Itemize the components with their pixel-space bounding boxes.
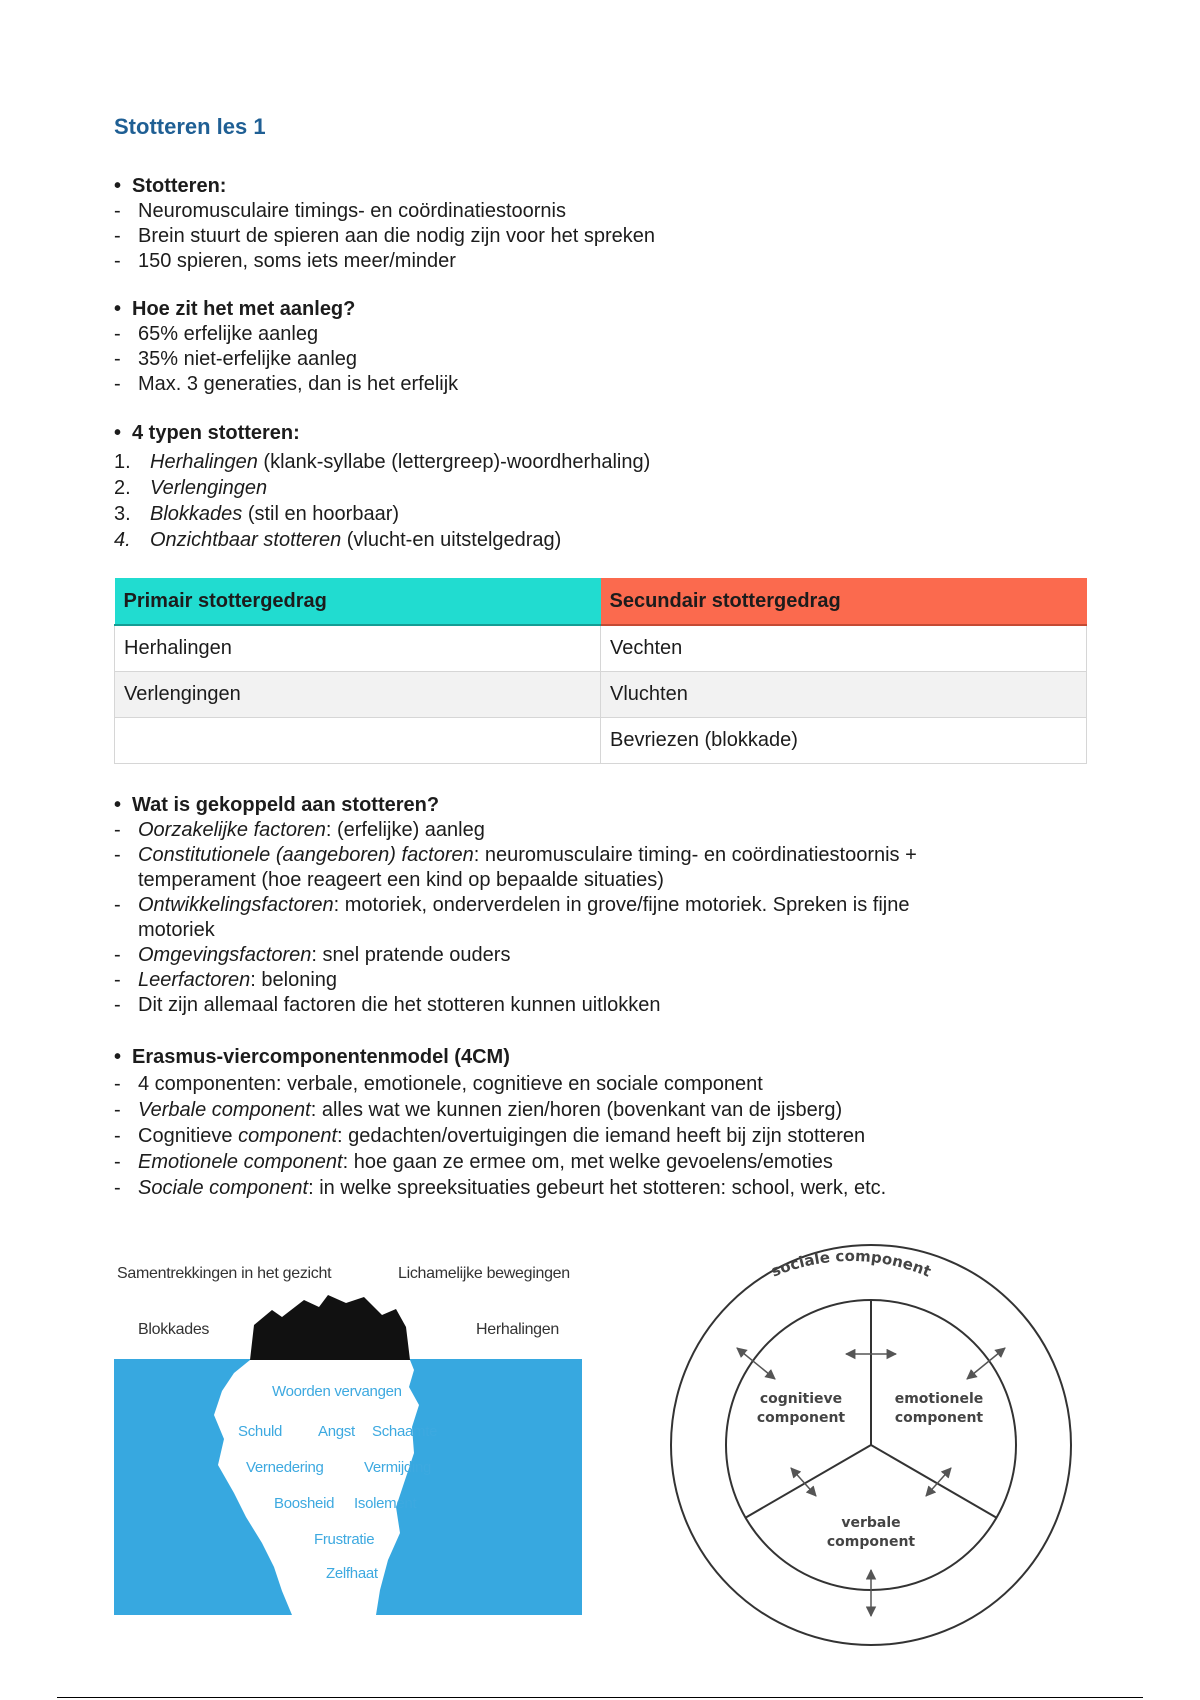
list-item: - Verbale component: alles wat we kunnen zien/horen (bovenkant van de ijsberg)	[114, 1099, 843, 1121]
arrow-icon	[791, 1468, 816, 1496]
iceberg-word: Zelfhaat	[326, 1565, 378, 1582]
list-item: - Sociale component: in welke spreeksituaties gebeurt het stotteren: school, werk, etc.	[114, 1177, 887, 1199]
list-item-continuation: temperament (hoe reageert een kind op bepaalde situaties)	[138, 869, 664, 891]
iceberg-word: Schaamte	[372, 1423, 438, 1440]
list-item: 3. Blokkades (stil en hoorbaar)	[114, 503, 400, 525]
list-item: - Omgevingsfactoren: snel pratende ouders	[114, 944, 511, 966]
table-cell: Vechten	[601, 625, 1087, 672]
iceberg-word: Woorden vervangen	[272, 1383, 402, 1400]
verbale-label-1: verbale	[841, 1515, 901, 1531]
iceberg-word: Boosheid	[274, 1495, 335, 1512]
table-row	[115, 625, 1087, 672]
section-heading: • 4 typen stotteren:	[114, 422, 300, 444]
list-item: 1. Herhalingen (klank-syllabe (lettergreep)-woordherhaling)	[114, 451, 651, 473]
iceberg-label: Lichamelijke bewegingen	[398, 1265, 570, 1282]
list-item: 2. Verlengingen	[114, 477, 268, 499]
primair-header: Primair stottergedrag	[115, 578, 601, 625]
bottom-rule	[57, 1697, 1143, 1698]
list-item: - Ontwikkelingsfactoren: motoriek, onderverdelen in grove/fijne motoriek. Spreken is fijne	[114, 894, 910, 916]
iceberg-word: Schuld	[238, 1423, 283, 1440]
iceberg-word: Vermijding	[364, 1459, 432, 1476]
list-item: - Emotionele component: hoe gaan ze ermee om, met welke gevoelens/emoties	[114, 1151, 833, 1173]
sociale-component-label: sociale component	[768, 1246, 934, 1281]
table-cell	[115, 718, 601, 764]
iceberg-word: Vernedering	[246, 1459, 324, 1476]
list-item: - Constitutionele (aangeboren) factoren: neuromusculaire timing- en coördinatiestoornis +	[114, 844, 917, 866]
secundair-header: Secundair stottergedrag	[601, 578, 1087, 625]
iceberg-word: Angst	[318, 1423, 355, 1440]
iceberg-word: Frustratie	[314, 1531, 375, 1548]
four-component-model	[666, 1240, 1076, 1650]
section-heading: • Wat is gekoppeld aan stotteren?	[114, 794, 440, 816]
arrow-icon	[967, 1348, 1005, 1379]
section-erasmus	[114, 1045, 1104, 1201]
iceberg-word: Isolement	[354, 1495, 417, 1512]
cognitieve-label-2: component	[756, 1410, 846, 1426]
arrow-icon	[926, 1468, 951, 1496]
table-cell: Bevriezen (blokkade)	[601, 718, 1087, 764]
iceberg-label: Herhalingen	[476, 1321, 559, 1338]
divider-line	[745, 1445, 871, 1518]
list-item-continuation: motoriek	[138, 919, 215, 941]
section-heading: • Erasmus-viercomponentenmodel (4CM)	[114, 1046, 510, 1068]
table-header-row	[115, 578, 1087, 625]
list-item: - Brein stuurt de spieren aan die nodig zijn voor het spreken	[114, 225, 655, 247]
table-cell: Herhalingen	[115, 625, 601, 672]
list-item: - Cognitieve component: gedachten/overtuigingen die iemand heeft bij zijn stotteren	[114, 1125, 866, 1147]
table-cell: Vluchten	[601, 672, 1087, 718]
stottergedrag-table	[114, 578, 1087, 764]
arrow-icon	[737, 1348, 775, 1379]
cognitieve-label-1: cognitieve	[759, 1391, 843, 1407]
table-cell: Verlengingen	[115, 672, 601, 718]
list-item: - Dit zijn allemaal factoren die het stotteren kunnen uitlokken	[114, 994, 661, 1016]
list-item: - 35% niet-erfelijke aanleg	[114, 348, 358, 370]
section-heading: • Stotteren:	[114, 175, 227, 197]
iceberg-label: Blokkades	[138, 1321, 210, 1338]
section-typen	[114, 421, 1104, 553]
iceberg-label: Samentrekkingen in het gezicht	[117, 1265, 332, 1282]
list-item: - Neuromusculaire timings- en coördinatiestoornis	[114, 200, 566, 222]
section-heading: • Hoe zit het met aanleg?	[114, 298, 356, 320]
list-item: 4. Onzichtbaar stotteren (vlucht-en uitstelgedrag)	[114, 529, 562, 551]
emotionele-label-2: component	[894, 1410, 984, 1426]
table-row	[115, 672, 1087, 718]
divider-line	[871, 1445, 997, 1518]
list-item: - Max. 3 generaties, dan is het erfelijk	[114, 373, 459, 395]
page-title: Stotteren les 1	[114, 114, 266, 139]
iceberg-figure	[114, 1255, 584, 1615]
list-item: - 150 spieren, soms iets meer/minder	[114, 250, 456, 272]
emotionele-label-1: emotionele	[894, 1391, 984, 1407]
list-item: - Leerfactoren: beloning	[114, 969, 338, 991]
list-item: - 4 componenten: verbale, emotionele, cognitieve en sociale component	[114, 1073, 763, 1095]
section-gekoppeld	[114, 793, 1104, 1018]
verbale-label-2: component	[826, 1534, 916, 1550]
iceberg-top	[250, 1295, 410, 1360]
list-item: - Oorzakelijke factoren: (erfelijke) aanleg	[114, 819, 485, 841]
section-stotteren	[114, 174, 1104, 274]
list-item: - 65% erfelijke aanleg	[114, 323, 319, 345]
section-aanleg	[114, 297, 1104, 397]
table-row	[115, 718, 1087, 764]
